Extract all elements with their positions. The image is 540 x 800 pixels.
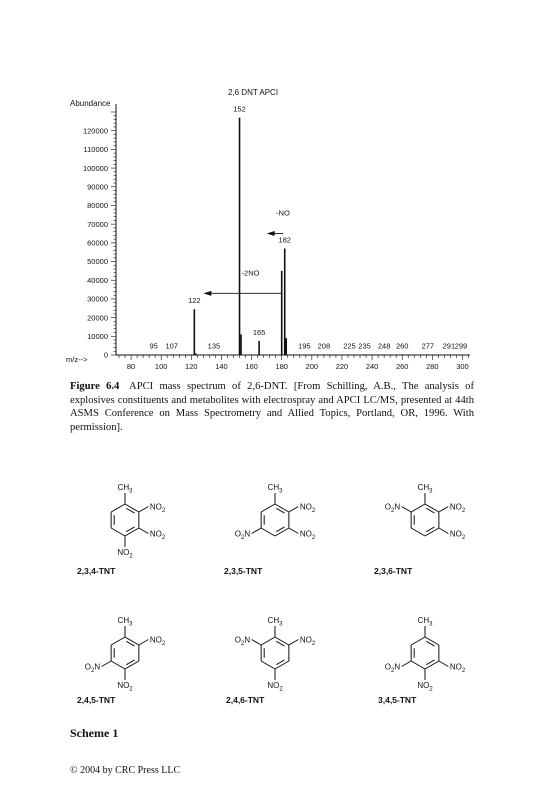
x-tick-label: 140 <box>215 362 228 371</box>
x-tick-label: 120 <box>185 362 198 371</box>
substituent-label: $O_2N$ <box>84 662 101 674</box>
compound-name: 2,3,4-TNT <box>77 566 116 576</box>
ring-bond <box>125 528 139 536</box>
substituent-bond <box>139 528 149 534</box>
figure-caption <box>70 380 474 434</box>
substituent-label: $CH_3$ <box>117 616 133 628</box>
y-axis-label: Abundance <box>70 99 111 108</box>
y-tick-label: 60000 <box>87 238 108 248</box>
chart-annotations <box>203 209 290 296</box>
substituent-label: $NO_2$ <box>117 681 133 693</box>
substituent-bond <box>289 528 299 534</box>
y-tick-label: 80000 <box>87 201 108 211</box>
y-tick-label: 10000 <box>87 332 108 342</box>
x-tick-label: 280 <box>426 362 439 371</box>
ring-bond <box>125 504 139 512</box>
structure-2,3,5-TNT <box>210 472 340 572</box>
substituent-label: $O_2N$ <box>234 529 251 541</box>
scheme-label: Scheme 1 <box>70 726 119 740</box>
substituent-label: $NO_2$ <box>449 662 466 674</box>
ring-bond <box>275 637 289 645</box>
compound-name: 2,3,5-TNT <box>224 566 263 576</box>
ring-bond <box>125 661 139 669</box>
ring-bond <box>261 637 275 645</box>
y-tick-label: 30000 <box>87 294 108 304</box>
structure-2,4,5-TNT <box>60 605 190 705</box>
x-tick-label: 300 <box>456 362 469 371</box>
y-tick-label: 70000 <box>87 219 108 229</box>
ring-bond <box>111 504 125 512</box>
substituent-bond <box>439 507 449 513</box>
compound-name: 2,3,6-TNT <box>374 566 413 576</box>
x-axis-label: m/z--> <box>66 355 88 364</box>
x-tick-label: 80 <box>126 362 136 371</box>
peak-label-235: 235 <box>358 341 371 351</box>
structure-2,3,6-TNT <box>360 472 490 572</box>
substituent-label: $CH_3$ <box>267 616 283 628</box>
substituent-label: $NO_2$ <box>149 635 166 647</box>
substituent-label: $CH_3$ <box>267 483 283 495</box>
substituent-label: $NO_2$ <box>117 548 133 560</box>
substituent-label: $NO_2$ <box>267 681 283 693</box>
compound-name: 2,4,6-TNT <box>226 695 265 705</box>
substituent-label: $NO_2$ <box>449 529 466 541</box>
chart-title: 2,6 DNT APCI <box>227 88 279 97</box>
ring-bond <box>425 504 439 512</box>
y-tick-label: 120000 <box>82 126 108 136</box>
substituent-label: $NO_2$ <box>149 529 166 541</box>
ring-bond <box>111 637 125 645</box>
peak-label-135: 135 <box>207 341 221 351</box>
substituent-label: $CH_3$ <box>417 616 433 628</box>
substituent-bond <box>252 640 262 646</box>
ring-bond <box>425 637 439 645</box>
compound-name: 3,4,5-TNT <box>378 695 417 705</box>
ring-bond <box>425 661 439 669</box>
ring-bond <box>125 637 139 645</box>
ring-bond <box>261 504 275 512</box>
substituent-bond <box>102 661 112 667</box>
peak-label-95: 95 <box>149 341 158 351</box>
compound-name: 2,4,5-TNT <box>77 695 116 705</box>
peak-label-122: 122 <box>188 296 201 306</box>
y-tick-label: 40000 <box>87 275 108 285</box>
peak-label-277: 277 <box>421 341 435 351</box>
peak-label-152: 152 <box>233 104 246 114</box>
substituent-label: $NO_2$ <box>299 502 316 514</box>
substituent-label: $NO_2$ <box>299 529 316 541</box>
x-tick-label: 200 <box>305 362 319 371</box>
y-tick-label: 0 <box>103 350 108 360</box>
annotation-label-1: -2NO <box>241 268 260 278</box>
x-tick-label: 100 <box>154 362 168 371</box>
y-tick-label: 110000 <box>83 145 108 155</box>
copyright-notice: © 2004 by CRC Press LLC <box>70 765 181 776</box>
structure-3,4,5-TNT <box>360 605 490 705</box>
substituent-label: $O_2N$ <box>234 635 251 647</box>
mass-spectrum-chart <box>0 80 540 380</box>
chart-axes <box>83 104 470 371</box>
peak-label-208: 208 <box>317 341 331 351</box>
peak-label-291: 291 <box>442 341 456 351</box>
chart-peaks <box>149 105 467 355</box>
peak-label-107: 107 <box>165 341 178 351</box>
peak-label-182: 182 <box>278 235 291 245</box>
ring-bond <box>275 528 289 536</box>
substituent-bond <box>402 661 412 667</box>
substituent-bond <box>289 640 299 646</box>
x-tick-label: 180 <box>275 362 288 371</box>
annotation-arrowhead-1 <box>203 291 211 296</box>
figure-label: Figure 6.4 <box>70 381 120 392</box>
peak-label-195: 195 <box>298 341 311 351</box>
y-tick-label: 100000 <box>82 163 108 173</box>
substituent-label: $NO_2$ <box>449 502 466 514</box>
ring-bond <box>411 661 425 669</box>
peak-label-165: 165 <box>252 327 266 337</box>
y-tick-label: 50000 <box>87 257 108 267</box>
figure-caption-text: APCI mass spectrum of 2,6-DNT. [From Schilling, A.B., The analysis of explosives constituents and metabolites with electrospray and APCI LC/MS, presented at 44th ASMS Conference on Mass Spectrometry and Allied Topics, Portland, OR, 1996. With permission]. <box>70 381 474 433</box>
substituent-bond <box>289 507 299 513</box>
peak-label-299: 299 <box>454 341 468 351</box>
substituent-label: $NO_2$ <box>417 681 433 693</box>
substituent-bond <box>139 640 149 646</box>
substituent-bond <box>439 528 449 534</box>
x-tick-label: 260 <box>395 362 409 371</box>
substituent-label: $CH_3$ <box>117 483 133 495</box>
peak-label-248: 248 <box>377 341 391 351</box>
ring-bond <box>111 661 125 669</box>
peak-label-260: 260 <box>395 341 409 351</box>
y-tick-label: 90000 <box>87 182 108 192</box>
ring-bond <box>275 661 289 669</box>
x-tick-label: 220 <box>335 362 349 371</box>
substituent-bond <box>402 507 412 513</box>
y-tick-label: 20000 <box>87 313 108 323</box>
ring-bond <box>411 637 425 645</box>
ring-bond <box>411 528 425 536</box>
ring-bond <box>111 528 125 536</box>
annotation-label-0: -NO <box>276 208 290 218</box>
substituent-bond <box>139 507 149 513</box>
substituent-bond <box>439 661 449 667</box>
x-tick-label: 240 <box>365 362 379 371</box>
ring-bond <box>261 661 275 669</box>
structure-2,4,6-TNT <box>210 605 340 705</box>
peak-label-225: 225 <box>343 341 356 351</box>
substituent-label: $O_2N$ <box>384 502 401 514</box>
substituent-label: $NO_2$ <box>299 635 316 647</box>
substituent-label: $CH_3$ <box>417 483 433 495</box>
substituent-label: $NO_2$ <box>149 502 166 514</box>
annotation-arrowhead-0 <box>267 231 275 236</box>
substituent-bond <box>252 528 262 534</box>
ring-bond <box>411 504 425 512</box>
structure-2,3,4-TNT <box>60 472 190 572</box>
ring-bond <box>261 528 275 536</box>
x-tick-label: 160 <box>245 362 258 371</box>
ring-bond <box>275 504 289 512</box>
substituent-label: $O_2N$ <box>384 662 401 674</box>
ring-bond <box>425 528 439 536</box>
